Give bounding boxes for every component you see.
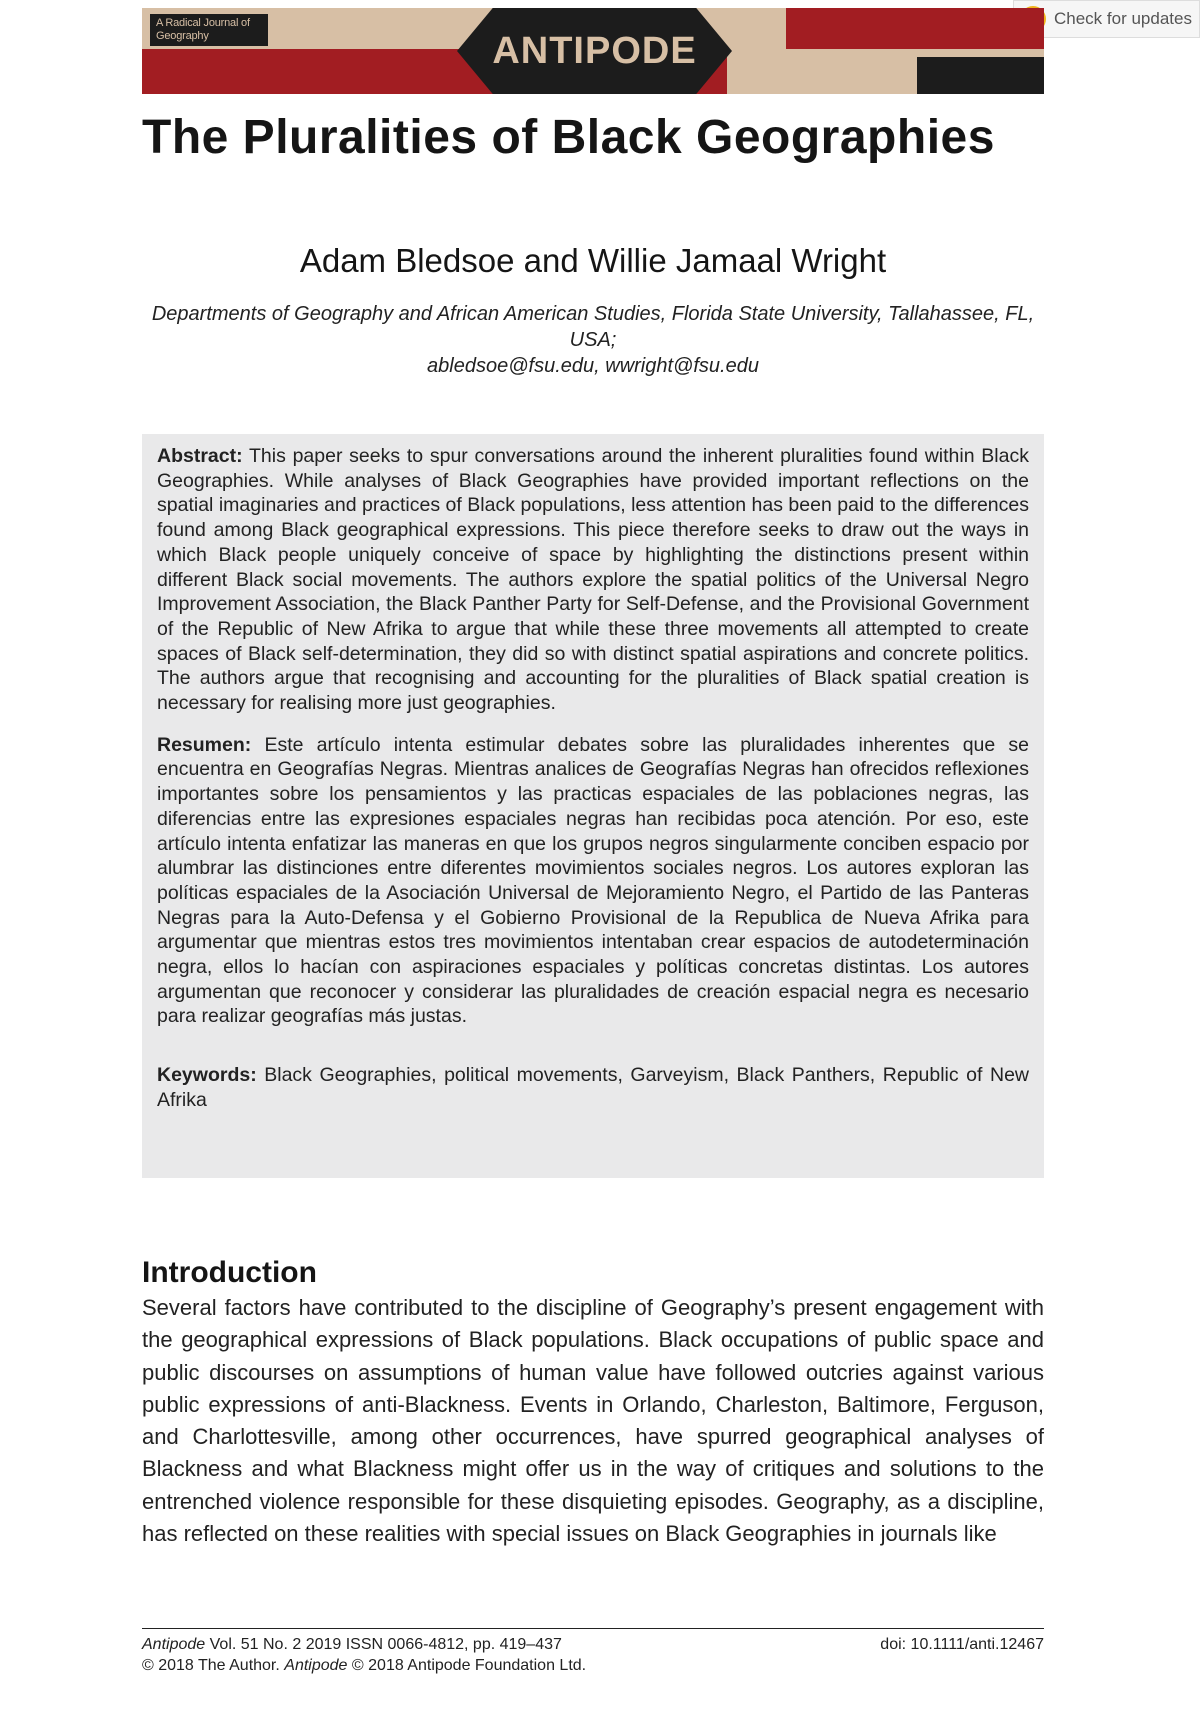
article-authors: Adam Bledsoe and Willie Jamaal Wright xyxy=(299,242,887,279)
resumen-label: Resumen: xyxy=(157,733,252,756)
keywords-paragraph xyxy=(157,1063,1029,1112)
footer-citation-text: Vol. 51 No. 2 2019 ISSN 0066-4812, pp. 419–437 xyxy=(209,1636,562,1653)
abstract-box xyxy=(142,434,1044,1178)
journal-tagline: A Radical Journal of Geography xyxy=(150,14,268,46)
footer-citation xyxy=(142,1634,586,1676)
journal-logo: ANTIPODE xyxy=(492,29,697,72)
footer-divider xyxy=(142,1628,1044,1629)
article-title: The Pluralities of Black Geographies xyxy=(142,111,995,164)
keywords-text: Black Geographies, political movements, Garveyism, Black Panthers, Republic of New Afrika xyxy=(157,1064,1029,1111)
section-heading-introduction: Introduction xyxy=(142,1256,317,1289)
check-for-updates-label: Check for updates xyxy=(1054,9,1192,28)
resumen-paragraph xyxy=(157,733,1029,1029)
footer-copyright-prefix: © 2018 The Author. xyxy=(142,1657,280,1674)
journal-banner xyxy=(142,8,1044,94)
keywords-label: Keywords: xyxy=(157,1064,257,1087)
footer-copyright-suffix: © 2018 Antipode Foundation Ltd. xyxy=(351,1657,587,1674)
abstract-text: This paper seeks to spur conversations around the inherent pluralities found within Black Geographies. While analyses of Black Geographies have provided important reflections on the spatial imaginaries and practices of Black populations, less attention has been paid to the differences found among Black geographical expressions. This piece therefore seeks to draw out the ways in which Black people uniquely conceive of space by highlighting the distinctions present within different Black social movements. The authors explore the spatial politics of the Universal Negro Improvement Association, the Black Panther Party for Self-Defense, and the Provisional Government of the Republic of New Afrika to argue that while these three movements all attempted to create spaces of Black self-determination, they did so with distinct spatial aspirations and concrete politics. The authors argue that recognising and accounting for the pluralities of Black spatial creation is necessary for realising more just geographies. xyxy=(157,445,1029,715)
affiliation-text: Departments of Geography and African American Studies, Florida State University, Tallahassee, FL, USA; xyxy=(151,303,1035,351)
footer-copyright-journal: Antipode xyxy=(284,1657,348,1674)
author-emails: abledsoe@fsu.edu, wwright@fsu.edu xyxy=(427,355,759,377)
footer-doi[interactable]: doi: 10.1111/anti.12467 xyxy=(880,1636,1044,1653)
author-affiliation xyxy=(142,301,1044,379)
resumen-text: Este artículo intenta estimular debates sobre las pluralidades inherentes que se encuentra en Geografías Negras. Mientras analices de Geografías Negras han ofrecidos reflexiones importantes sobre los pensamientos y las practicas espaciales de las poblaciones negras, las diferencias entre las expresiones espaciales negras han recibidas poca atención. Por eso, este artículo intenta enfatizar las maneras en que los grupos negros singularmente conciben espacio por alumbrar las distinciones entre diferentes movimientos sociales negros. Los autores exploran las políticas espaciales de la Asociación Universal de Mejoramiento Negro, el Partido de las Panteras Negras para la Auto-Defensa y el Gobierno Provisional de la Republica de Nueva Afrika para argumentar que mientras estos tres movimientos intentaban crear espacios de autodeterminación negra, ellos lo hacían con aspiraciones espaciales y políticas concretas distintas. Los autores argumentan que reconocer y considerar las pluralidades de creación espacial negra es necesario para realizar geografías más justas. xyxy=(157,733,1029,1028)
abstract-paragraph xyxy=(157,444,1029,716)
abstract-label: Abstract: xyxy=(157,445,243,467)
article-page xyxy=(142,8,1044,1674)
introduction-paragraph: Several factors have contributed to the discipline of Geography’s present engagement with the geographical expressions of Black populations. Black occupations of public space and public discourses on assumptions of human value have followed outcries against various public expressions of anti-Blackness. Events in Orlando, Charleston, Baltimore, Ferguson, and Charlottesville, among other occurrences, have spurred geographical analyses of Blackness and what Blackness might offer us in the way of critiques and solutions to the entrenched violence responsible for these disquieting episodes. Geography, as a discipline, has reflected on these realities with special issues on Black Geographies in journals like xyxy=(142,1295,1044,1547)
footer-journal-name: Antipode xyxy=(142,1636,206,1653)
